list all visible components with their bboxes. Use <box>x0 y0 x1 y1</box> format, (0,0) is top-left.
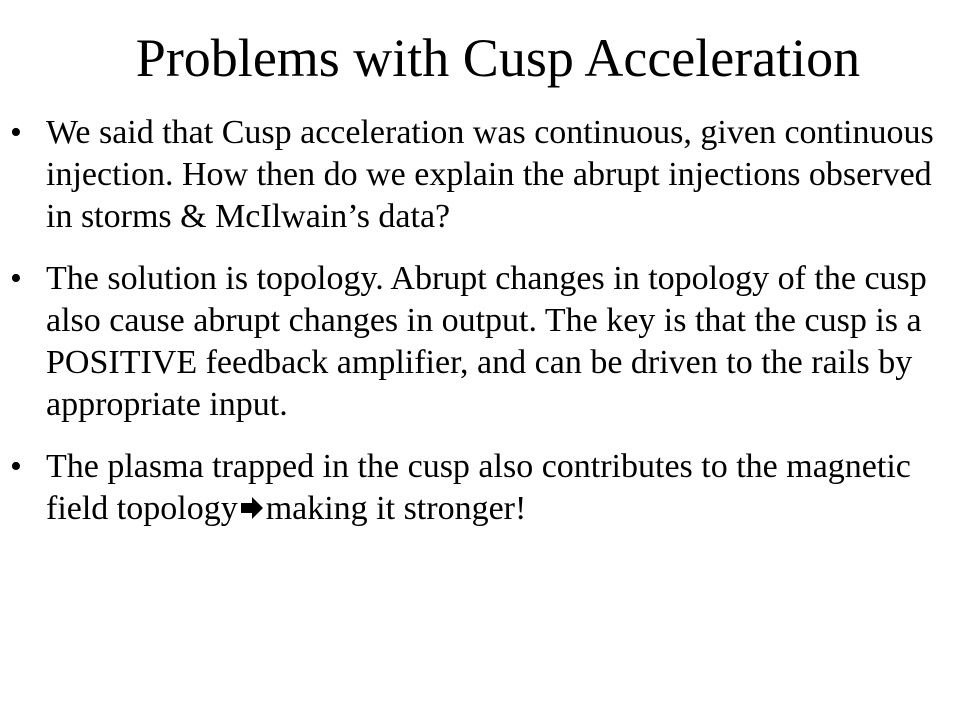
right-arrow-icon <box>239 495 265 521</box>
bullet-text-before-arrow: The plasma trapped in the cusp also contributes to the magnetic field topology <box>46 448 911 527</box>
slide-title: Problems with Cusp Acceleration <box>135 28 861 88</box>
bullet-marker: • <box>10 448 22 485</box>
bullet-marker: • <box>10 260 22 297</box>
bullet-item-trapped-plasma <box>0 446 960 530</box>
bullet-marker: • <box>10 114 22 151</box>
bullet-text: We said that Cusp acceleration was continuous, given continuous injection. How then do we explain the abrupt injections observed in storms & McIlwain’s data? <box>46 114 934 235</box>
bullet-text: The solution is topology. Abrupt changes in topology of the cusp also cause abrupt changes in output. The key is that the cusp is a POSITIVE feedback amplifier, and can be driven to the rails by appropriate input. <box>46 260 927 423</box>
bullet-text-after-arrow: making it stronger! <box>265 490 527 527</box>
bullet-item-continuous-injection <box>0 112 960 238</box>
bullet-item-topology-solution <box>0 258 960 426</box>
bullet-list <box>0 112 960 530</box>
